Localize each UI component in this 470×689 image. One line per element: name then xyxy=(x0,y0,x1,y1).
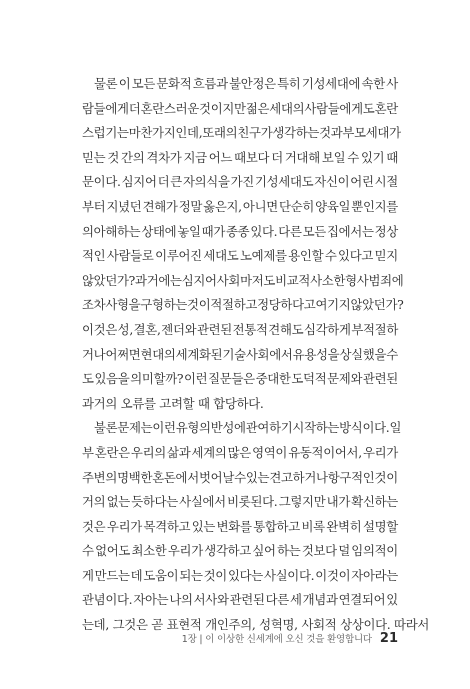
text-line: 이것은 성, 결혼, 젠더와 관련된 전통적 견해도 심각하게 부적절하 xyxy=(82,321,398,337)
body-text xyxy=(82,72,430,638)
text-line: 물론 이 모든 문화적 흐름과 불안정은 특히 기성세대에 속한 사 xyxy=(94,76,398,91)
text-line: 수 없어도 최소한 우리가 생각하고 싶어 하는 것보다 덜 임의적이 xyxy=(82,543,398,559)
text-line: 도 있음을 의미할까? 이런 질문들은 중대한 도덕적 문제와 관련된 xyxy=(82,371,398,387)
paragraph xyxy=(82,416,430,637)
page-number: 21 xyxy=(379,631,398,646)
text-line: 믿는 것 간의 격차가 지금 어느 때보다 더 거대해 보일 수 있기 때 xyxy=(82,149,398,165)
text-line: 게 만드는 데 도움이 되는 것이 있다는 사실이다. 이것이 자아라는 xyxy=(82,567,398,583)
text-line: 부터 지녔던 견해가 정말 옳은지, 아니면 단순히 양육일 뿐인지를 xyxy=(82,198,398,214)
text-line: 과거의 오류를 고려할 때 합당하다. xyxy=(82,395,264,411)
text-line: 의아해하는 상태에 놓일 때가 종종 있다. 다른 모든 집에서는 정상 xyxy=(82,223,398,239)
text-line: 관념이다. 자아는 나의 서사와 관련된 다른 세 개념과 연결되어 있 xyxy=(82,592,398,608)
text-line: 조차 사형을 구형하는 것이 적절하고 정당하다고 여기지 않았던가? xyxy=(82,297,404,313)
text-line: 것은 우리가 목격하고 있는 변화를 통합하고 비록 완벽히 설명할 xyxy=(82,518,398,534)
text-line: 문이다. 심지어 더 큰 자의식을 가진 기성세대도 자신이 어린 시절 xyxy=(82,174,398,190)
text-line: 거의 없는 듯하다는 사실에서 비롯된다. 그렇지만 내가 확신하는 xyxy=(82,494,398,510)
text-line: 불론 문제는 이런 유형의 반성에 관여하기 시작하는 방식이다. 일 xyxy=(94,420,402,436)
page-footer xyxy=(0,631,398,646)
text-line: 부 혼란은 우리의 삶과 세계의 많은 영역이 유동적이어서, 우리가 xyxy=(82,444,398,460)
text-line: 거나 어쩌면 현대의 세계화된 기술 사회에서 유용성을 상실했을 수 xyxy=(82,346,398,362)
running-head: 1장 | 이 이상한 신세계에 오신 것을 환영합니다 xyxy=(181,634,372,645)
text-line: 주변의 명백한 혼돈에서 벗어날 수 있는 견고하거나 항구적인 것이 xyxy=(82,469,398,485)
text-line: 적인 사람들로 이루어진 세대도 노예제를 용인할 수 있다고 믿지 xyxy=(82,248,398,264)
text-line: 는데, 그것은 곧 표현적 개인주의, 성혁명, 사회적 상상이다. 따라서 xyxy=(82,617,430,633)
text-line: 스럽기는 마찬가지인데, 또래의 친구가 생각하는 것과 부모 세대가 xyxy=(82,125,401,141)
text-line: 람들에게 더 혼란스러운 것이지만 젊은 세대의 사람들에게도 혼란 xyxy=(82,100,398,116)
text-line: 않았던가? 과거에는 심지어 사회마저도 비교적 사소한 형사 범죄에 xyxy=(82,272,404,288)
paragraph xyxy=(82,72,404,416)
